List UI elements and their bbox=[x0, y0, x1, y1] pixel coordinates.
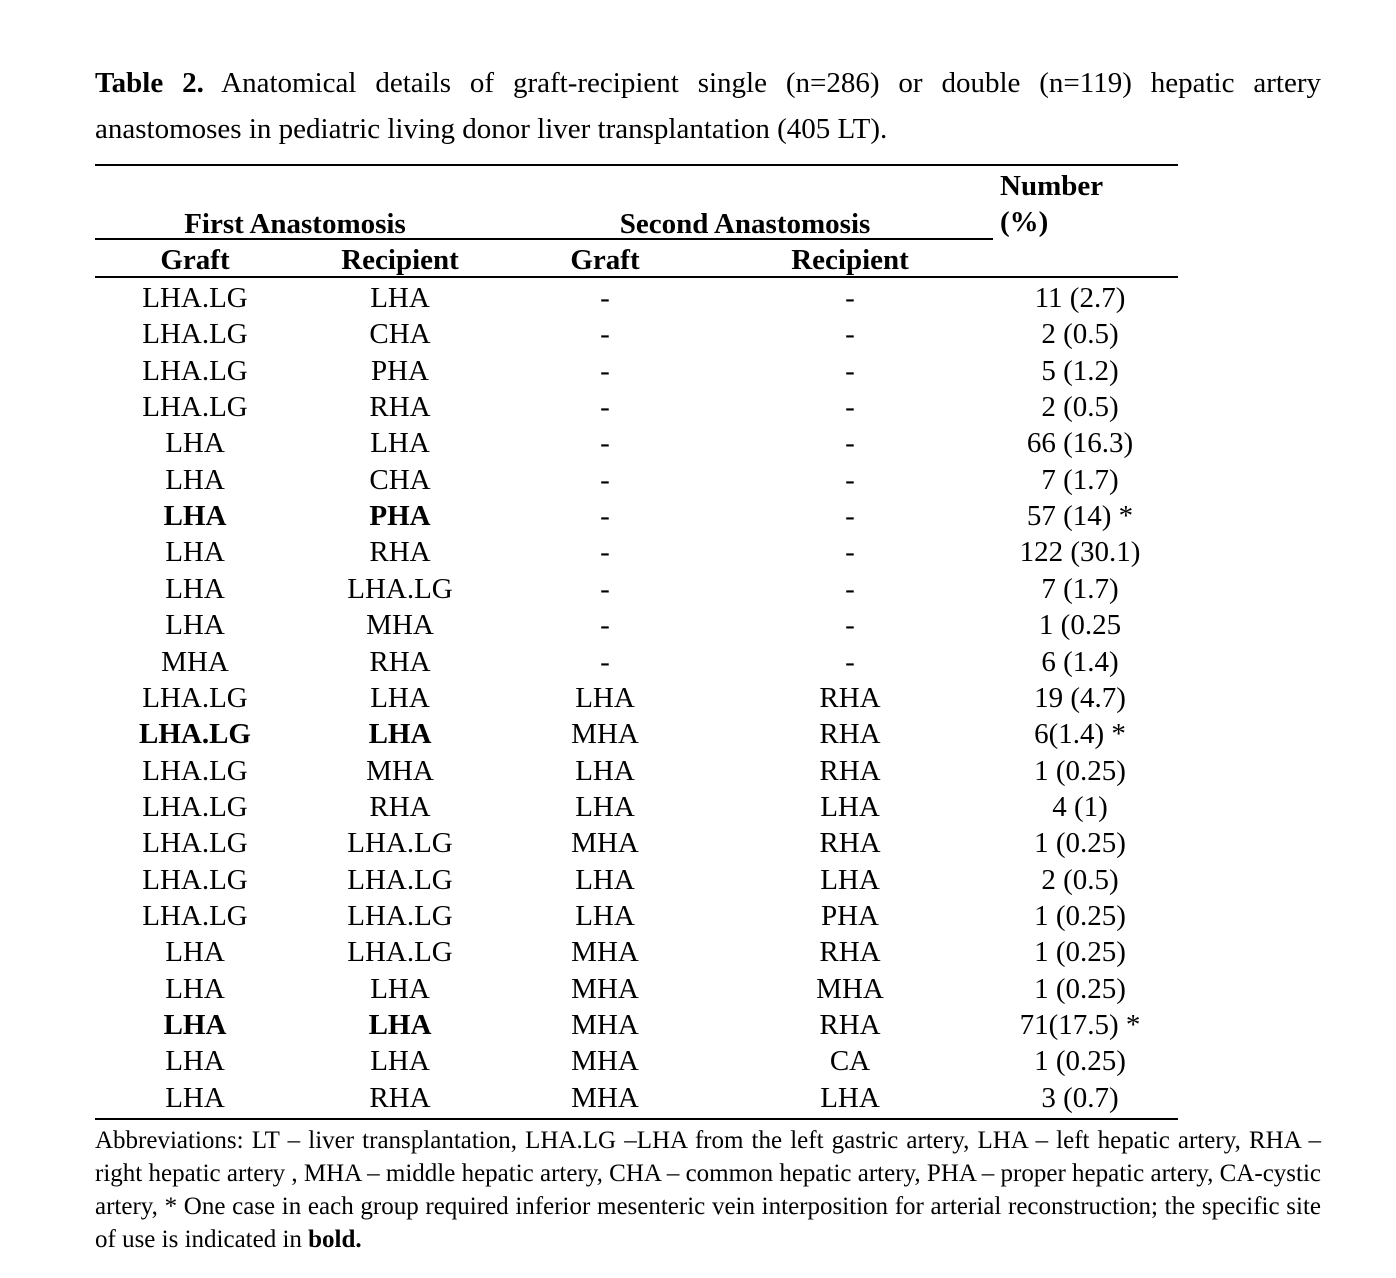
cell-second-recipient: LHA bbox=[820, 790, 880, 823]
cell-number: 2 (0.5) bbox=[1041, 318, 1119, 351]
cell-number: 7 (1.7) bbox=[1041, 572, 1119, 605]
cell-number: 1 (0.25) bbox=[1034, 899, 1126, 932]
cell-second-graft: MHA bbox=[571, 1009, 639, 1041]
cell-second-recipient: - bbox=[845, 427, 855, 460]
cell-second-graft: - bbox=[600, 282, 610, 314]
cell-number: 11 (2.7) bbox=[1034, 282, 1126, 314]
footnote-bold-word: bold. bbox=[308, 1226, 362, 1253]
cell-first-graft: LHA.LG bbox=[142, 827, 248, 860]
number-header-line2: (%) bbox=[1000, 206, 1049, 238]
cell-number: 4 (1) bbox=[1052, 790, 1108, 823]
cell-number: 7 (1.7) bbox=[1041, 463, 1119, 496]
cell-number: 122 (30.1) bbox=[1019, 536, 1141, 569]
cell-first-recipient: RHA bbox=[369, 391, 431, 424]
cell-second-graft: MHA bbox=[571, 718, 639, 751]
cell-first-recipient: MHA bbox=[366, 609, 434, 642]
cell-first-recipient: RHA bbox=[369, 536, 431, 569]
cell-first-recipient: LHA bbox=[370, 282, 430, 314]
cell-first-graft: LHA bbox=[165, 572, 225, 605]
cell-second-recipient: RHA bbox=[819, 1009, 881, 1041]
cell-first-graft: LHA bbox=[165, 427, 225, 460]
cell-second-graft: - bbox=[600, 391, 610, 424]
cell-first-graft: LHA.LG bbox=[142, 863, 248, 896]
cell-second-graft: MHA bbox=[571, 1081, 639, 1114]
cell-second-graft: LHA bbox=[575, 790, 635, 823]
cell-number: 6 (1.4) bbox=[1041, 645, 1119, 678]
number-header bbox=[1000, 168, 1130, 240]
cell-first-graft: LHA.LG bbox=[142, 282, 248, 314]
cell-first-graft: LHA.LG bbox=[142, 318, 248, 351]
cell-second-graft: - bbox=[600, 609, 610, 642]
cell-first-recipient: CHA bbox=[369, 318, 431, 351]
cell-second-recipient: - bbox=[845, 463, 855, 496]
cell-first-graft: LHA bbox=[165, 972, 225, 1005]
header-bottom-rule bbox=[95, 276, 1178, 278]
cell-first-recipient: RHA bbox=[369, 1081, 431, 1114]
cell-first-recipient: LHA bbox=[370, 1045, 430, 1078]
cell-second-recipient: - bbox=[845, 645, 855, 678]
cell-second-recipient: RHA bbox=[819, 936, 881, 969]
cell-number: 19 (4.7) bbox=[1034, 681, 1126, 714]
cell-second-graft: LHA bbox=[575, 754, 635, 787]
cell-first-graft: LHA bbox=[165, 609, 225, 642]
cell-second-recipient: RHA bbox=[819, 718, 881, 751]
cell-first-recipient: LHA.LG bbox=[347, 863, 453, 896]
cell-first-graft: LHA bbox=[165, 936, 225, 969]
cell-number: 1 (0.25) bbox=[1034, 972, 1126, 1005]
footnote-text: Abbreviations: LT – liver transplantation, LHA.LG –LHA from the left gastric artery, LHA – left hepatic artery, RHA – right hepatic artery , MHA – middle hepatic artery, CHA – common hepatic artery, PHA – proper hepatic artery, CA-cystic artery, * One case in each group required inferior mesenteric vein interposition for arterial reconstruction; the specific site of use is indicated in bbox=[95, 1127, 1322, 1253]
graft-header-first: Graft bbox=[160, 244, 230, 276]
cell-second-graft: - bbox=[600, 427, 610, 460]
cell-second-recipient: - bbox=[845, 500, 855, 533]
cell-first-recipient: LHA bbox=[368, 718, 432, 751]
cell-second-graft: LHA bbox=[575, 899, 635, 932]
cell-first-recipient: RHA bbox=[369, 645, 431, 678]
table-label: Table 2. bbox=[95, 67, 204, 99]
table-caption bbox=[95, 60, 1321, 152]
cell-second-graft: MHA bbox=[571, 1045, 639, 1078]
cell-first-recipient: LHA.LG bbox=[347, 827, 453, 860]
cell-number: 1 (0.25) bbox=[1034, 754, 1126, 787]
group-header-rule bbox=[95, 238, 993, 240]
cell-number: 3 (0.7) bbox=[1041, 1081, 1119, 1114]
cell-number: 5 (1.2) bbox=[1041, 354, 1119, 387]
cell-number: 57 (14) * bbox=[1026, 500, 1134, 533]
cell-first-graft: LHA bbox=[165, 1081, 225, 1114]
cell-first-graft: LHA bbox=[165, 536, 225, 569]
cell-first-graft: LHA.LG bbox=[142, 681, 248, 714]
cell-second-graft: - bbox=[600, 354, 610, 387]
cell-second-recipient: - bbox=[845, 609, 855, 642]
cell-first-graft: LHA.LG bbox=[142, 899, 248, 932]
cell-number: 1 (0.25) bbox=[1034, 1045, 1126, 1078]
cell-second-recipient: PHA bbox=[820, 899, 879, 932]
cell-second-recipient: - bbox=[845, 282, 855, 314]
number-header-line1: Number bbox=[1000, 170, 1104, 202]
cell-first-recipient: LHA bbox=[370, 681, 430, 714]
second-anastomosis-header: Second Anastomosis bbox=[619, 208, 871, 240]
caption-text: Anatomical details of graft-recipient single (n=286) or double (n=119) hepatic artery anastomoses in pediatric living donor liver transplantation (405 LT). bbox=[95, 67, 1321, 145]
cell-first-recipient: MHA bbox=[366, 754, 434, 787]
cell-second-recipient: - bbox=[845, 318, 855, 351]
cell-first-recipient: RHA bbox=[369, 790, 431, 823]
cell-first-graft: LHA.LG bbox=[142, 354, 248, 387]
recipient-header-second: Recipient bbox=[791, 244, 909, 276]
cell-second-graft: MHA bbox=[571, 827, 639, 860]
cell-second-graft: - bbox=[600, 318, 610, 351]
cell-number: 1 (0.25) bbox=[1034, 827, 1126, 860]
cell-second-graft: MHA bbox=[571, 936, 639, 969]
cell-second-graft: - bbox=[600, 500, 610, 533]
cell-second-recipient: - bbox=[845, 354, 855, 387]
cell-second-recipient: - bbox=[845, 572, 855, 605]
cell-second-recipient: - bbox=[845, 391, 855, 424]
cell-first-graft: LHA bbox=[165, 1045, 225, 1078]
first-anastomosis-header: First Anastomosis bbox=[184, 208, 406, 240]
cell-first-graft: LHA.LG bbox=[142, 391, 248, 424]
bottom-rule bbox=[95, 1118, 1178, 1120]
cell-second-graft: LHA bbox=[575, 863, 635, 896]
cell-number: 2 (0.5) bbox=[1041, 391, 1119, 424]
cell-first-graft: LHA.LG bbox=[139, 718, 251, 751]
cell-second-graft: - bbox=[600, 463, 610, 496]
cell-second-recipient: CA bbox=[829, 1045, 871, 1078]
top-rule bbox=[95, 164, 1178, 166]
graft-header-second: Graft bbox=[570, 244, 640, 276]
cell-first-recipient: LHA bbox=[368, 1009, 432, 1041]
abbreviations-footnote bbox=[95, 1124, 1321, 1256]
cell-first-graft: LHA.LG bbox=[142, 790, 248, 823]
cell-number: 1 (0.25) bbox=[1034, 936, 1126, 969]
cell-second-recipient: - bbox=[845, 536, 855, 569]
cell-first-recipient: LHA.LG bbox=[347, 572, 453, 605]
cell-second-recipient: RHA bbox=[819, 681, 881, 714]
cell-second-graft: - bbox=[600, 536, 610, 569]
cell-first-graft: MHA bbox=[161, 645, 229, 678]
cell-second-recipient: LHA bbox=[820, 863, 880, 896]
cell-second-graft: MHA bbox=[571, 972, 639, 1005]
cell-first-graft: LHA bbox=[163, 500, 227, 533]
cell-second-graft: - bbox=[600, 645, 610, 678]
cell-first-recipient: LHA.LG bbox=[347, 899, 453, 932]
cell-first-recipient: CHA bbox=[369, 463, 431, 496]
cell-first-recipient: PHA bbox=[369, 500, 431, 533]
cell-number: 6(1.4) * bbox=[1034, 718, 1126, 751]
cell-first-graft: LHA.LG bbox=[142, 754, 248, 787]
cell-number: 1 (0.25 bbox=[1038, 609, 1122, 642]
recipient-header-first: Recipient bbox=[341, 244, 459, 276]
cell-second-graft: - bbox=[600, 572, 610, 605]
cell-second-recipient: MHA bbox=[816, 972, 884, 1005]
cell-first-recipient: LHA.LG bbox=[347, 936, 453, 969]
cell-second-recipient: RHA bbox=[819, 754, 881, 787]
cell-first-graft: LHA bbox=[165, 463, 225, 496]
cell-number: 66 (16.3) bbox=[1026, 427, 1134, 460]
cell-second-recipient: LHA bbox=[820, 1081, 880, 1114]
cell-first-recipient: PHA bbox=[370, 354, 429, 387]
cell-second-recipient: RHA bbox=[819, 827, 881, 860]
cell-number: 2 (0.5) bbox=[1041, 863, 1119, 896]
cell-number: 71(17.5) * bbox=[1019, 1009, 1141, 1041]
cell-first-recipient: LHA bbox=[370, 427, 430, 460]
cell-second-graft: LHA bbox=[575, 681, 635, 714]
cell-first-recipient: LHA bbox=[370, 972, 430, 1005]
cell-first-graft: LHA bbox=[163, 1009, 227, 1041]
